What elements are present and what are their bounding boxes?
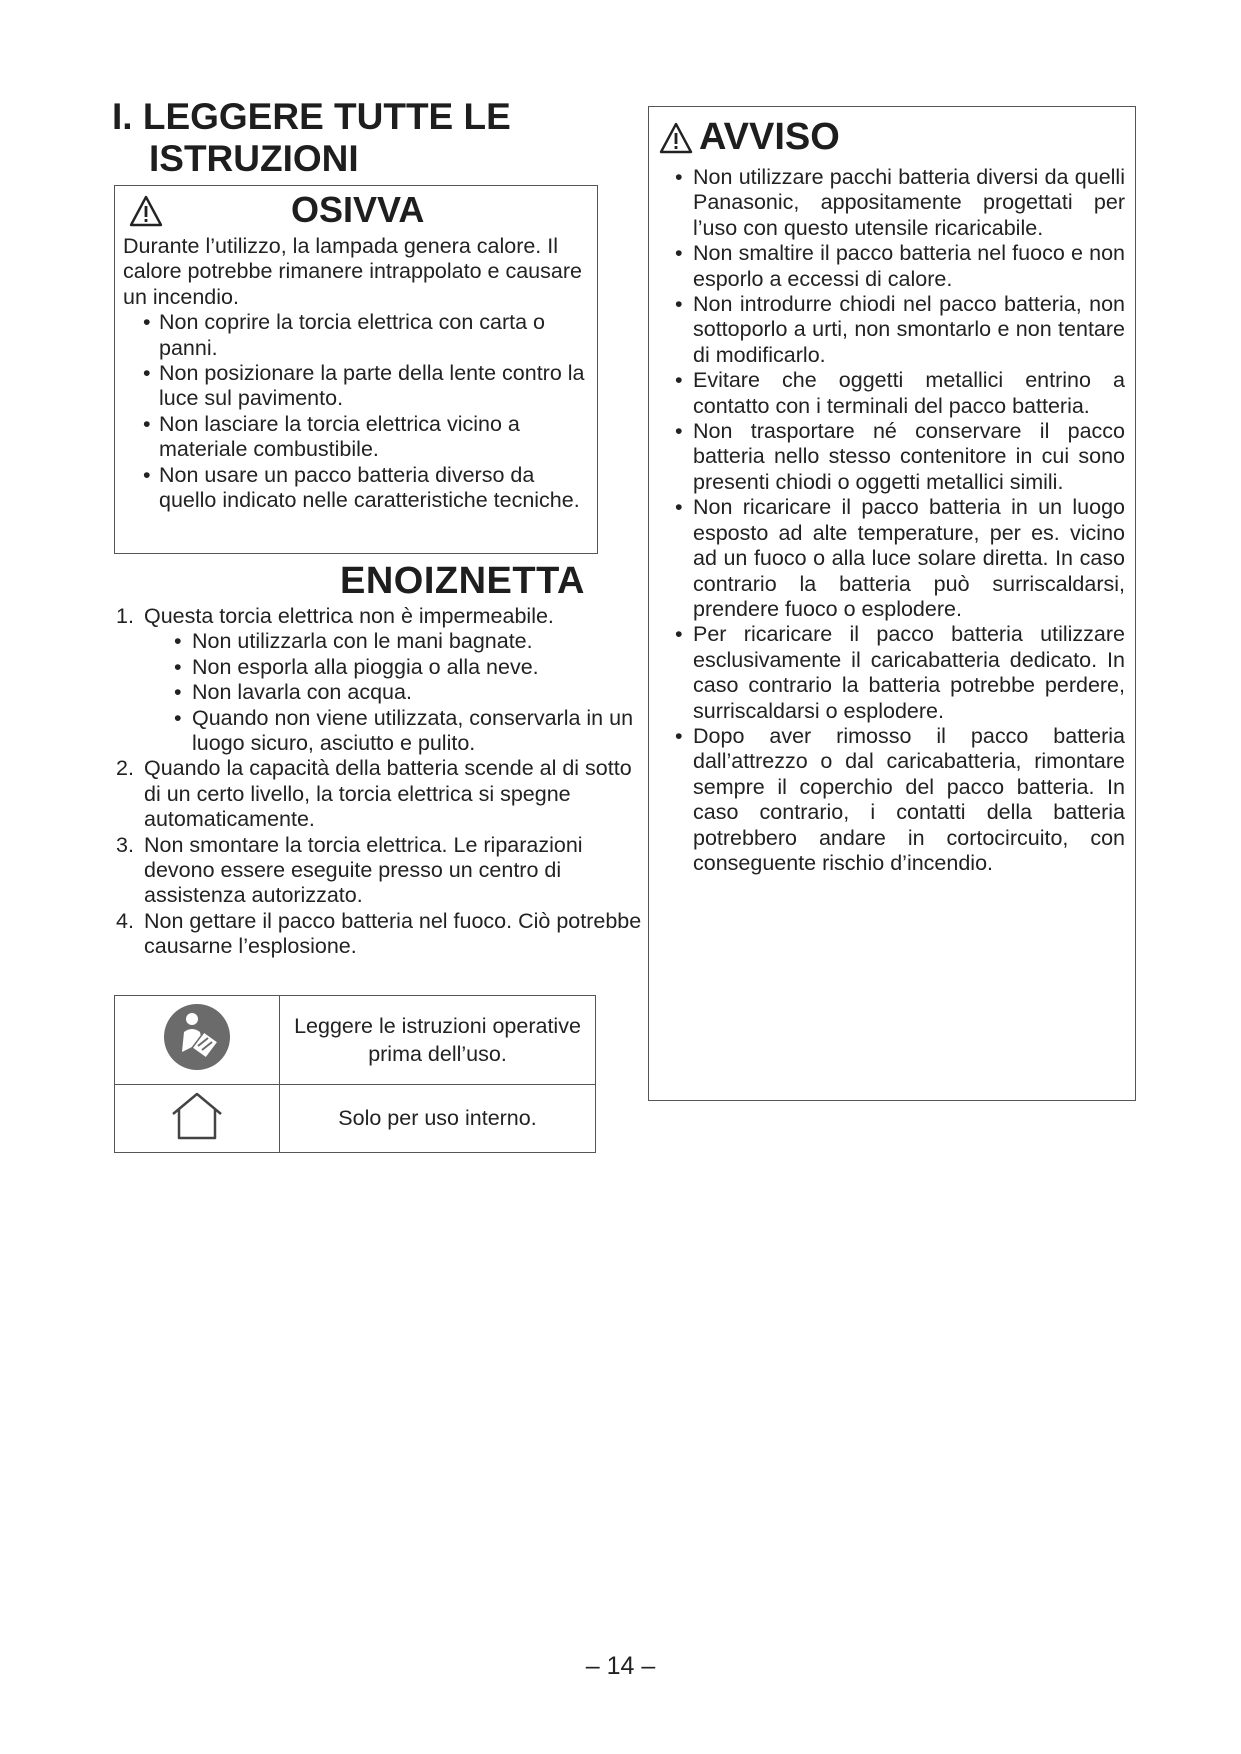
right-warning-item: • Non smaltire il pacco batteria nel fuoco e non esporlo a eccessi di calore. xyxy=(675,241,1125,292)
attention-subitem: • Non utilizzarla con le mani bagnate. xyxy=(174,629,644,654)
right-warning-title: AVVISO xyxy=(699,115,840,158)
attention-item-text: Non smontare la torcia elettrica. Le riparazioni devono essere eseguite presso un centro di assistenza autorizzato. xyxy=(144,832,583,908)
indoor-house-icon xyxy=(169,1129,225,1146)
left-warning-box xyxy=(114,185,598,554)
warning-triangle-icon xyxy=(659,121,693,153)
attention-list xyxy=(114,604,644,960)
left-warning-item: • Non lasciare la torcia elettrica vicino a materiale combustibile. xyxy=(143,412,589,463)
left-warning-item: • Non coprire la torcia elettrica con carta o panni. xyxy=(143,310,589,361)
symbols-table xyxy=(114,995,596,1153)
page-title-line1: I. LEGGERE TUTTE LE xyxy=(112,96,511,137)
attention-item xyxy=(114,756,644,832)
attention-subitem: • Non lavarla con acqua. xyxy=(174,680,644,705)
attention-subitem: • Non esporla alla pioggia o alla neve. xyxy=(174,655,644,680)
right-warning-item: • Dopo aver rimosso il pacco batteria dall’attrezzo o dal caricabatteria, rimontare sempre il coperchio del pacco batteria. In caso contrario, i contatti della batteria potrebbero andare in cortocircuito, con conseguente rischio d’incendio. xyxy=(675,724,1125,876)
page-title-line2: ISTRUZIONI xyxy=(149,138,359,179)
attention-item-number: 2. xyxy=(116,756,134,781)
attention-item-text: Non gettare il pacco batteria nel fuoco. Ciò potrebbe causarne l’esplosione. xyxy=(144,908,642,959)
attention-item-text: Questa torcia elettrica non è impermeabile. xyxy=(144,604,554,628)
left-warning-list xyxy=(115,310,597,513)
attention-item xyxy=(114,833,644,909)
attention-title: ENOIZNETTA xyxy=(340,560,585,602)
right-warning-header xyxy=(649,111,1135,163)
read-manual-icon xyxy=(162,1059,232,1076)
attention-item-number: 3. xyxy=(116,832,134,857)
left-warning-item: • Non posizionare la parte della lente contro la luce sul pavimento. xyxy=(143,361,589,412)
page-title xyxy=(112,96,612,180)
attention-item xyxy=(114,604,644,756)
symbol-icon-cell xyxy=(115,1084,280,1152)
left-warning-intro: Durante l’utilizzo, la lampada genera calore. Il calore potrebbe rimanere intrappolato e causare un incendio. xyxy=(123,234,582,309)
right-warning-item: • Per ricaricare il pacco batteria utilizzare esclusivamente il caricabatteria dedicato. In caso contrario la batteria potrebbe perdere, surriscaldarsi o esplodere. xyxy=(675,622,1125,724)
right-warning-item: • Evitare che oggetti metallici entrino a contatto con i terminali del pacco batteria. xyxy=(675,368,1125,419)
symbol-icon-cell xyxy=(115,996,280,1085)
right-warning-box xyxy=(648,106,1136,1101)
page-number: – 14 – xyxy=(585,1652,656,1680)
attention-item-number: 1. xyxy=(116,604,134,628)
symbol-description: Solo per uso interno. xyxy=(280,1084,596,1152)
right-warning-item: • Non trasportare né conservare il pacco batteria nello stesso contenitore in cui sono presenti chiodi o oggetti metallici simili. xyxy=(675,419,1125,495)
right-warning-item: • Non introdurre chiodi nel pacco batteria, non sottoporlo a urti, non smontarlo e non tentare di modificarlo. xyxy=(675,292,1125,368)
symbol-description: Leggere le istruzioni operative prima dell’uso. xyxy=(280,996,596,1085)
left-warning-title: OSIVVA xyxy=(291,189,425,230)
right-warning-item: • Non utilizzare pacchi batteria diversi da quelli Panasonic, appositamente progettati per l’uso con questo utensile ricaricabile. xyxy=(675,165,1125,241)
left-warning-header xyxy=(115,186,597,234)
attention-subitem: • Quando non viene utilizzata, conservarla in un luogo sicuro, asciutto e pulito. xyxy=(174,706,644,757)
symbol-row xyxy=(115,1084,596,1152)
right-warning-item: • Non ricaricare il pacco batteria in un luogo esposto ad alte temperature, per es. vicino ad un fuoco o alla luce solare diretta. In caso contrario la batteria può surriscaldarsi, prendere fuoco o esplodere. xyxy=(675,495,1125,622)
attention-item xyxy=(114,909,644,960)
attention-item-text: Quando la capacità della batteria scende al di sotto di un certo livello, la torcia elettrica si spegne automaticamente. xyxy=(144,756,632,832)
left-warning-item: • Non usare un pacco batteria diverso da quello indicato nelle caratteristiche tecniche. xyxy=(143,463,589,514)
right-warning-list xyxy=(649,165,1135,876)
attention-item-number: 4. xyxy=(116,908,134,933)
attention-sublist xyxy=(144,629,644,756)
warning-triangle-icon xyxy=(129,194,163,226)
symbol-row xyxy=(115,996,596,1085)
